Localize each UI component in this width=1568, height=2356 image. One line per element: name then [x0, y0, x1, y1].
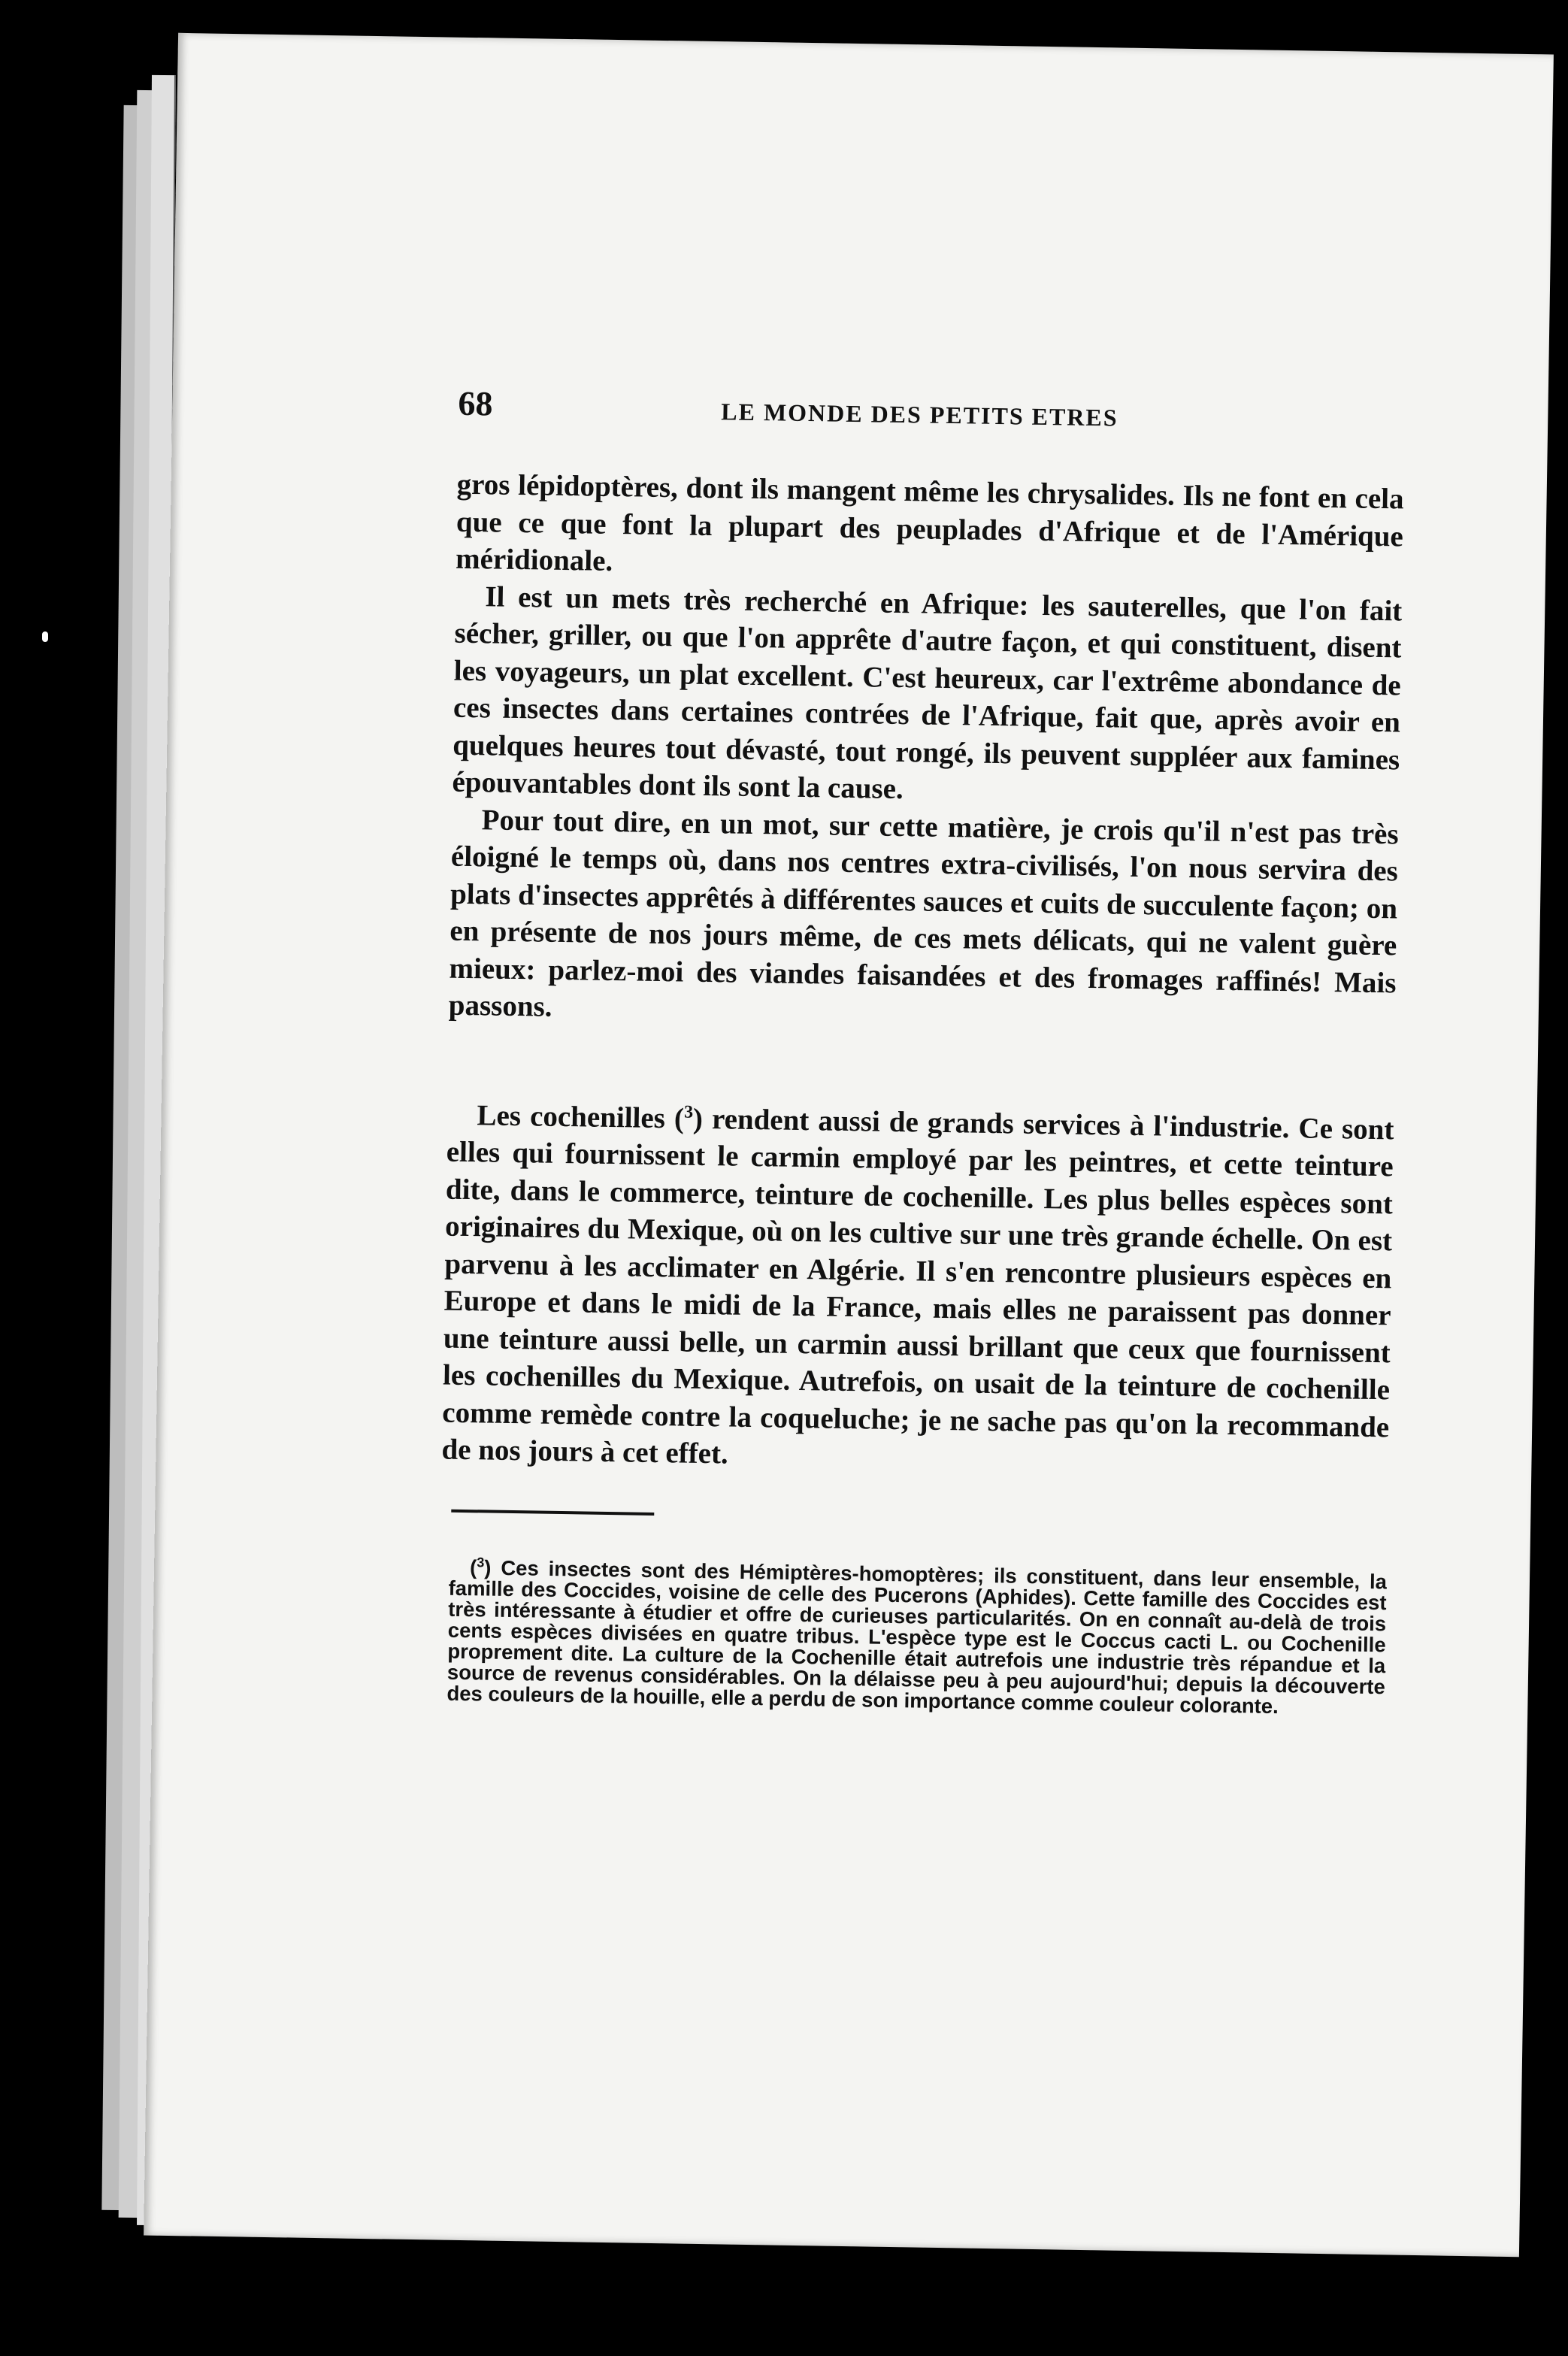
text-block [437, 383, 1405, 1719]
footnote: ($^3$) Ces insectes sont des Hémiptères-homoptères; ils constituent, dans leur ensemble, la famille des Coccides, voisine de celle des Pucerons (Aphides). Cette famille des Coccides est très intéressante à étudier et offre de curieuses particularités. On en connaît au-delà de trois cents espèces divisées en quatre tribus. L'espèce type est le Coccus cacti L. ou Cochenille proprement dite. La culture de la Cochenille était autrefois une industrie très répandue et la source de revenus considérables. On la délaisse peu à peu aujourd'hui; depuis la découverte des couleurs de la houille, elle a perdu de son importance comme couleur colorante. [446, 1554, 1388, 1718]
footnote-marker: 3 [477, 1554, 485, 1570]
running-title: LE MONDE DES PETITS ETRES [721, 398, 1118, 432]
paragraph-text: Les cochenilles ( [477, 1098, 685, 1135]
footnote-reference: 3 [683, 1102, 694, 1122]
running-head [458, 383, 1406, 451]
book-page [144, 33, 1554, 2257]
paragraph-cochenilles [441, 1090, 1394, 1483]
paragraph-continuation: gros lépidoptères, dont ils mangent même les chrysalides. Ils ne font en cela que ce que font la plupart des peuplades d'Afrique et de l'Amérique méridionale. [455, 468, 1404, 577]
paragraph-text: ) rendent aussi de grands services à l'industrie. Ce sont elles qui fournissent le carmin employé par les peintres, et cette teinture dite, dans le commerce, teinture de cochenille. Les plus belles espèces sont originaires du Mexique, où on les cultive sur une très grande échelle. On est parvenu à les acclimater en Algérie. Il s'en rencontre plusieurs espèces en Europe et dans le midi de la France, mais elles ne paraissent pas donner une teinture aussi belle, un carmin aussi brillant que ceux que fournissent les cochenilles du Mexique. Autrefois, on usait de la teinture de cochenille comme remède contre la coqueluche; je ne sache pas qu'on la recommande de nos jours à cet effet. [441, 1102, 1394, 1470]
paragraph-sauterelles: Il est un mets très recherché en Afrique: les sauterelles, que l'on fait sécher, griller, ou que l'on apprête d'autre façon, et qui constituent, disent les voyageurs, un plat excellent. C'est heureux, car l'extrême abondance de ces insectes dans certaines contrées de l'Afrique, fait que, après avoir en quelques heures tout dévasté, tout rongé, ils peuvent suppléer aux famines épouvantables dont ils sont la cause. [452, 580, 1403, 806]
footnote-text: Ces insectes sont des Hémiptères-homoptères; ils constituent, dans leur ensemble, la famille des Coccides, voisine de celle des Pucerons (Aphides). Cette famille des Coccides est très intéressante à étudier et offre de curieuses particularités. On en connaît au-delà de trois cents espèces divisées en quatre tribus. L'espèce type est le Coccus cacti L. ou Cochenille proprement dite. La culture de la Cochenille était autrefois une industrie très répandue et la source de revenus considérables. On la délaisse peu à peu aujourd'hui; depuis la découverte des couleurs de la houille, elle a perdu de son importance comme couleur colorante. [446, 1555, 1388, 1718]
footnote-rule [451, 1509, 654, 1515]
paragraph-insectes: Pour tout dire, en un mot, sur cette matière, je crois qu'il n'est pas très éloigné le temps où, dans nos centres extra-civilisés, l'on nous servira des plats d'insectes apprêtés à différentes sauces et cuits de succulente façon; on en présente de nos jours même, de ces mets délicats, qui ne valent guère mieux: parlez-moi des viandes faisandées et des fromages raffinés! Mais passons. [448, 803, 1399, 1023]
page-number: 68 [458, 383, 493, 423]
margin-mark [42, 631, 48, 642]
